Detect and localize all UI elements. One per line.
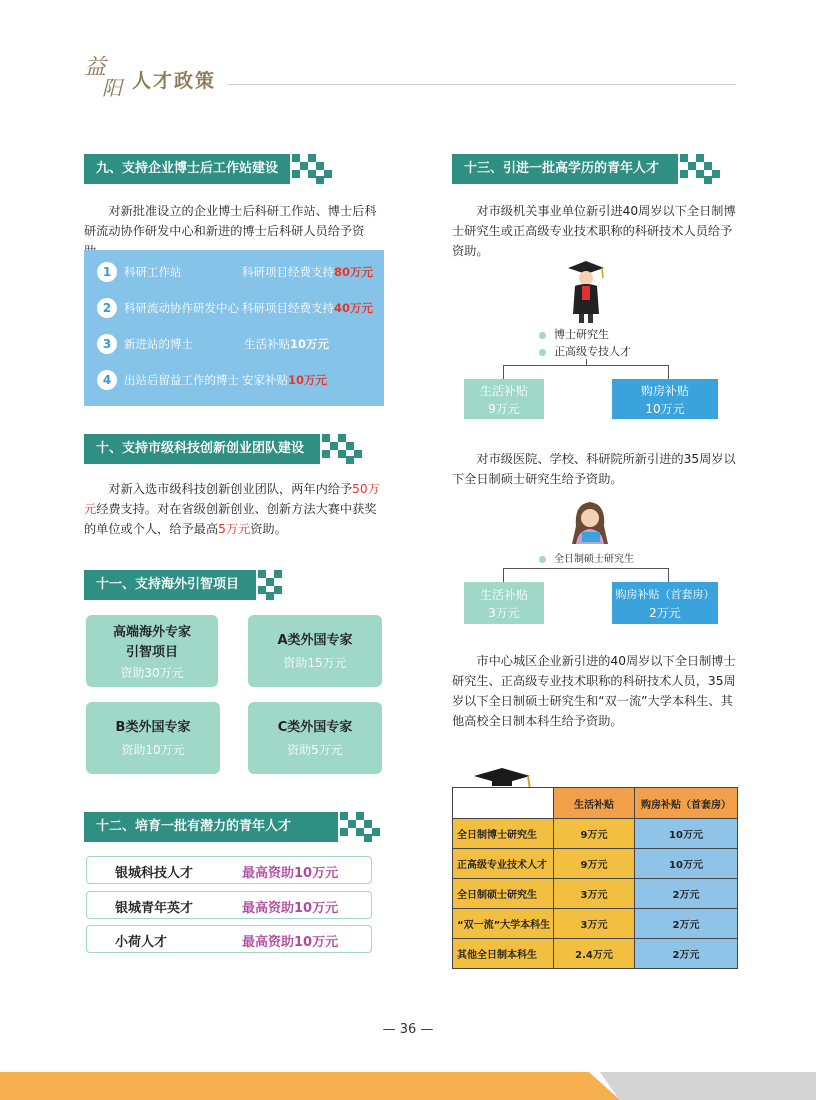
table-header-living: 生活补贴: [554, 788, 635, 819]
subsidy-box-housing: 购房补贴（首套房） 2万元: [612, 582, 718, 624]
item-amount: 80万元: [334, 265, 374, 279]
connector-line: [503, 365, 669, 366]
table-row: [453, 909, 738, 939]
connector-line: [668, 568, 669, 582]
item-number: 2: [97, 298, 117, 318]
section-9-text: 对新批准设立的企业博士后科研工作站、博士后科研流动协作研发中心和新进的博士后科研人员给予资: [84, 204, 377, 238]
card-amount: 资助10万元: [121, 743, 185, 757]
section-13-text-3: 市中心城区企业新引进的40周岁以下全日制博士研究生、正高级专业技术职称的科研技术人员，35周岁以下全日制硕士研究生和“双一流”大学本科生、其他高校全日制本科生给予资助。: [452, 654, 736, 728]
subsidy-table: [452, 787, 738, 969]
amount-highlight: 50万元: [84, 482, 380, 516]
checker-decoration: [680, 154, 720, 184]
item-label: 科研流动协作研发中心: [124, 301, 239, 315]
cell-living: 9万元: [554, 849, 635, 879]
item-amount: 10万元: [290, 337, 330, 351]
checker-decoration: [322, 434, 362, 464]
section-11-banner: [84, 570, 256, 600]
checker-decoration: [340, 812, 380, 842]
card-amount: 资助30万元: [120, 666, 184, 680]
cell-housing: 2万元: [635, 879, 738, 909]
subsidy-box-living: 生活补贴 9万元: [464, 379, 544, 419]
section-10-text: 对新入选市级科技创新创业团队，两年内给予50万元经费支持。对在省级创新创业、创新方法大赛中获奖的单位或个人，给予最高5万元资助。: [84, 482, 380, 536]
item-value: 生活补贴: [244, 337, 290, 351]
card-title-line1: 高端海外专家: [112, 625, 191, 640]
expert-card: [248, 615, 382, 687]
connector-line: [668, 365, 669, 379]
subsidy-box-housing: 购房补贴 10万元: [612, 379, 718, 419]
item-value: 科研项目经费支持: [242, 301, 334, 315]
expert-card: [248, 702, 382, 774]
header-title: 人才政策: [132, 70, 217, 92]
amount-highlight: 5万元: [218, 522, 251, 536]
bullet-item: 正高级专技人才: [539, 343, 631, 359]
connector-line: [503, 568, 669, 569]
bullet-dot: [539, 332, 546, 339]
cell-living: 3万元: [554, 909, 635, 939]
table-corner-cell: [453, 788, 554, 819]
bullet-dot: [539, 349, 546, 356]
footer-orange-band: [0, 1072, 620, 1100]
card-amount: 资助15万元: [283, 656, 347, 670]
cell-housing: 10万元: [635, 849, 738, 879]
expert-card: [86, 702, 220, 774]
section-13-title: 十三、引进一批高学历的青年人才: [464, 161, 660, 176]
item-number: 1: [97, 262, 117, 282]
section-12-title: 十二、培育一批有潜力的青年人才: [96, 819, 292, 834]
section-9-title: 九、支持企业博士后工作站建设: [96, 161, 279, 176]
card-title-line2: 引智项目: [125, 645, 178, 660]
graduate-master-illustration: [564, 496, 616, 548]
logo-char-yi: 益: [84, 55, 107, 80]
connector-line: [503, 365, 504, 379]
funding-item: [92, 328, 382, 360]
city-logo: [84, 50, 128, 100]
talent-row: [86, 891, 372, 919]
bullet-item: 博士研究生: [539, 326, 609, 342]
card-title: B类外国专家: [115, 720, 191, 735]
talent-name: 银城青年英才: [115, 901, 194, 916]
section-12-banner: [84, 812, 338, 842]
item-label: 科研工作站: [124, 265, 182, 279]
section-11-title: 十一、支持海外引智项目: [96, 577, 240, 592]
cell-housing: 2万元: [635, 939, 738, 969]
section-9-banner: [84, 154, 290, 184]
talent-amount: 最高资助10万元: [242, 935, 339, 950]
table-row: [453, 819, 738, 849]
checker-decoration: [292, 154, 332, 184]
row-label: 正高级专业技术人才: [453, 849, 554, 879]
cell-living: 9万元: [554, 819, 635, 849]
item-number: 4: [97, 370, 117, 390]
card-title: A类外国专家: [277, 633, 353, 648]
table-row: [453, 879, 738, 909]
card-amount: 资助5万元: [287, 743, 343, 757]
bullet-dot: [539, 556, 546, 563]
table-header-housing: 购房补贴（首套房）: [635, 788, 738, 819]
page-number: — 36 —: [382, 1022, 434, 1037]
graduate-doctor-illustration: [566, 258, 606, 324]
section-10-title: 十、支持市级科技创新创业团队建设: [96, 441, 305, 456]
funding-item: [92, 364, 382, 396]
header-divider: [228, 84, 736, 85]
section-13-text-2: 对市级医院、学校、科研院所新引进的35周岁以下全日制硕士研究生给予资助。: [452, 452, 736, 486]
section-13-banner: [452, 154, 678, 184]
section-13-text-1: 对市级机关事业单位新引进40周岁以下全日制博士研究生或正高级专业技术职称的科研技术人员给予资助。: [452, 204, 736, 258]
row-label: 全日制博士研究生: [453, 819, 554, 849]
talent-name: 银城科技人才: [115, 866, 194, 881]
cell-housing: 2万元: [635, 909, 738, 939]
subsidy-box-living: 生活补贴 3万元: [464, 582, 544, 624]
footer-gray-band: [600, 1072, 816, 1100]
row-label: “双一流”大学本科生: [453, 909, 554, 939]
table-row: [453, 939, 738, 969]
item-amount: 40万元: [334, 301, 374, 315]
section-9-funding-box: [84, 250, 384, 406]
cell-housing: 10万元: [635, 819, 738, 849]
item-value: 科研项目经费支持: [242, 265, 334, 279]
expert-card: [86, 615, 218, 687]
item-amount: 10万元: [288, 373, 328, 387]
talent-amount: 最高资助10万元: [242, 866, 339, 881]
item-label: 新进站的博士: [124, 337, 193, 351]
item-value: 安家补贴: [242, 373, 288, 387]
talent-row: [86, 856, 372, 884]
cell-living: 2.4万元: [554, 939, 635, 969]
talent-row: [86, 925, 372, 953]
row-label: 其他全日制本科生: [453, 939, 554, 969]
section-10-banner: [84, 434, 320, 464]
item-label: 出站后留益工作的博士: [124, 373, 239, 387]
funding-item: [92, 292, 382, 324]
item-number: 3: [97, 334, 117, 354]
funding-item: [92, 256, 382, 288]
table-header-row: [453, 788, 738, 819]
checker-decoration: [258, 570, 298, 600]
card-title: C类外国专家: [277, 720, 353, 735]
talent-name: 小荷人才: [115, 935, 168, 950]
bullet-item: 全日制硕士研究生: [539, 550, 634, 565]
cell-living: 3万元: [554, 879, 635, 909]
table-row: [453, 849, 738, 879]
connector-line: [503, 568, 504, 582]
row-label: 全日制硕士研究生: [453, 879, 554, 909]
talent-amount: 最高资助10万元: [242, 901, 339, 916]
logo-char-yang: 阳: [102, 76, 122, 100]
